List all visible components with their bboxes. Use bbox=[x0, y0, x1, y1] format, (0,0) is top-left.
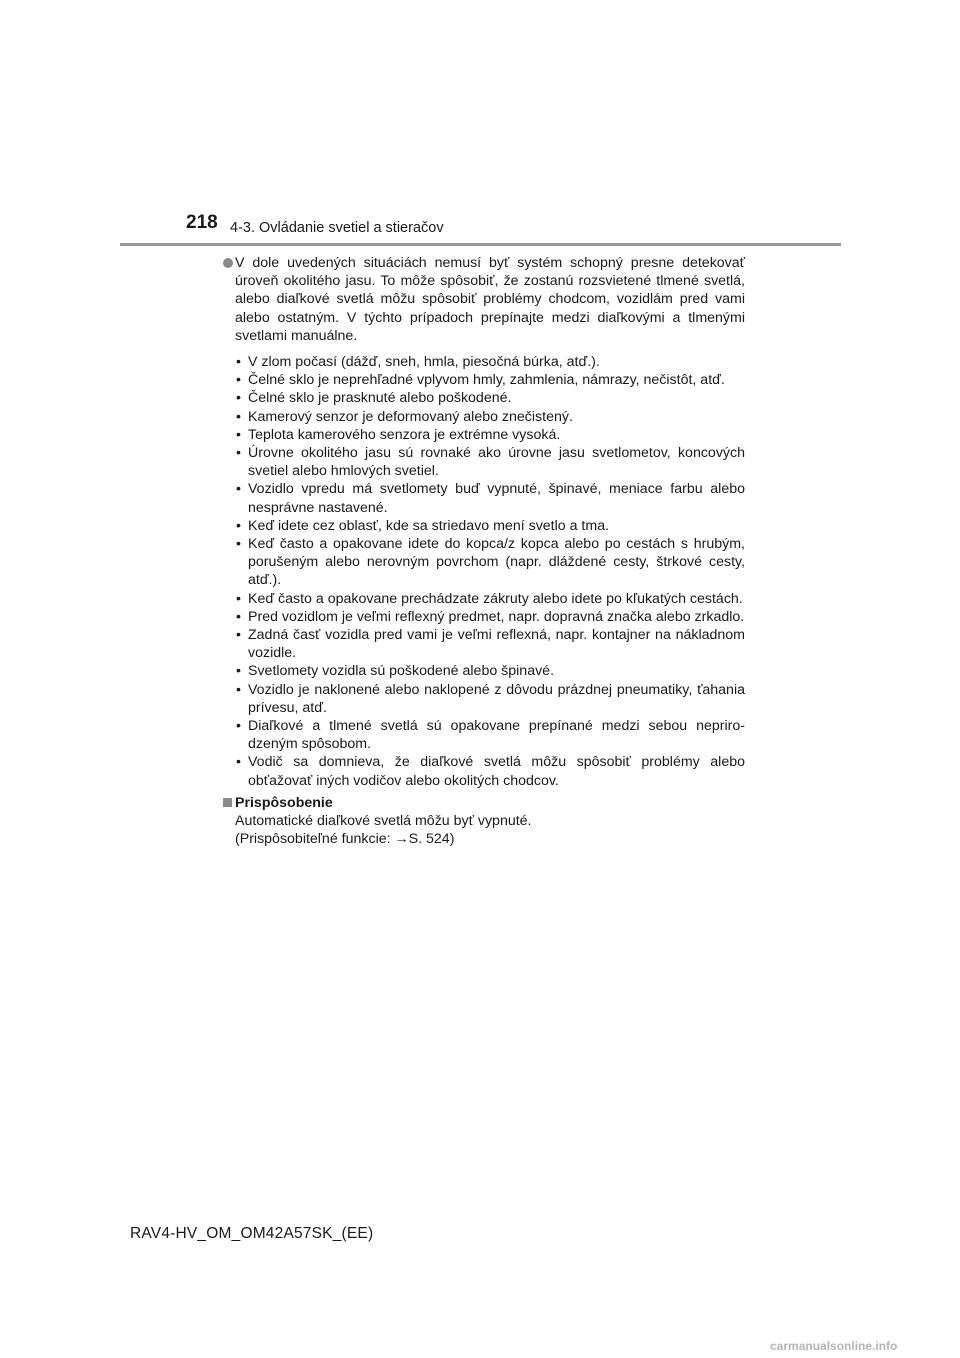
list-item: • Vozidlo vpredu má svetlomety buď vypnuté, špinavé, meniace farbu alebo nesprávne nastavené. bbox=[236, 481, 745, 516]
customization-section bbox=[223, 794, 745, 849]
list-item: • Diaľkové a tlmené svetlá sú opakovane prepínané medzi sebou neprirodzeným spôsobom. bbox=[236, 718, 745, 753]
section-title: 4-3. Ovládanie svetiel a stieračov bbox=[230, 220, 444, 236]
bullet-mark: • bbox=[236, 681, 241, 698]
customization-reference: (Prispôsobiteľné funkcie: →S. 524) bbox=[235, 831, 455, 848]
bullet-mark: • bbox=[236, 408, 241, 425]
customization-heading: Prispôsobenie bbox=[235, 794, 333, 811]
list-item: • V zlom počasí (dážď, sneh, hmla, piesočná búrka, atď.). bbox=[236, 354, 600, 371]
list-item: • Čelné sklo je prasknuté alebo poškodené. bbox=[236, 390, 512, 407]
list-item: • Zadná časť vozidla pred vami je veľmi reflexná, napr. kontajner na nákladnom vozidle. bbox=[236, 627, 745, 662]
bullet-mark: • bbox=[236, 627, 241, 644]
conditions-list bbox=[223, 353, 745, 790]
bullet-mark: • bbox=[236, 354, 241, 371]
bullet-mark: • bbox=[236, 445, 241, 462]
bullet-mark: • bbox=[236, 718, 241, 735]
header-divider bbox=[120, 243, 841, 246]
watermark: carmanualsonline.info bbox=[770, 1339, 898, 1353]
list-item: • Úrovne okolitého jasu sú rovnaké ako úrovne jasu svetlometov, koncových svetiel alebo hmlových svetiel. bbox=[236, 445, 745, 480]
bullet-mark: • bbox=[236, 481, 241, 498]
list-item: • Keď často a opakovane idete do kopca/z kopca alebo po cestách s hrubým, porušeným alebo nerovným povrchom (napr. dláždené cesty, štrkové cesty, atď.). bbox=[236, 536, 745, 589]
bullet-mark: • bbox=[236, 663, 241, 680]
page-content bbox=[223, 254, 745, 849]
customization-text: Automatické diaľkové svetlá môžu byť vypnuté. bbox=[235, 813, 532, 830]
list-item: • Teplota kamerového senzora je extrémne vysoká. bbox=[236, 426, 561, 443]
page-number: 218 bbox=[186, 212, 218, 233]
bullet-mark: • bbox=[236, 590, 241, 607]
bullet-mark: • bbox=[236, 426, 241, 443]
list-item: • Keď idete cez oblasť, kde sa striedavo mení svetlo a tma. bbox=[236, 517, 610, 534]
intro-text: V dole uvedených situáciách nemusí byť systém schopný presne detekovať úroveň okolitého jasu. To môže spôsobiť, že zostanú rozsvietené tlmené svetlá, alebo diaľkové svetlá môžu spôsobiť problémy chodcom, vozidlám pred vami alebo ostatným. V týchto prípadoch prepínajte medzi diaľkovými a tlmenými svetlami manuálne. bbox=[235, 255, 745, 344]
list-item: • Vozidlo je naklonené alebo naklopené z dôvodu prázdnej pneumatiky, ťahania prívesu, atď. bbox=[236, 681, 745, 716]
list-item: • Keď často a opakovane prechádzate zákruty alebo idete po kľukatých cestách. bbox=[236, 590, 743, 607]
bullet-mark: • bbox=[236, 517, 241, 534]
bullet-mark: • bbox=[236, 372, 241, 389]
list-item: • Svetlomety vozidla sú poškodené alebo špinavé. bbox=[236, 663, 555, 680]
document-code: RAV4-HV_OM_OM42A57SK_(EE) bbox=[130, 1225, 374, 1242]
circle-bullet-icon bbox=[223, 258, 233, 268]
bullet-mark: • bbox=[236, 536, 241, 553]
bullet-mark: • bbox=[236, 390, 241, 407]
intro-paragraph bbox=[223, 254, 745, 345]
bullet-mark: • bbox=[236, 754, 241, 771]
list-item: • Vodič sa domnieva, že diaľkové svetlá môžu spôsobiť problémy alebo obťažovať iných vodičov alebo okolitých chodcov. bbox=[236, 754, 745, 789]
list-item: • Kamerový senzor je deformovaný alebo znečistený. bbox=[236, 408, 573, 425]
list-item: • Pred vozidlom je veľmi reflexný predmet, napr. dopravná značka alebo zrkadlo. bbox=[236, 608, 745, 625]
square-bullet-icon bbox=[223, 798, 232, 807]
list-item: • Čelné sklo je neprehľadné vplyvom hmly, zahmlenia, námrazy, nečistôt, atď. bbox=[236, 372, 725, 389]
bullet-mark: • bbox=[236, 608, 241, 625]
